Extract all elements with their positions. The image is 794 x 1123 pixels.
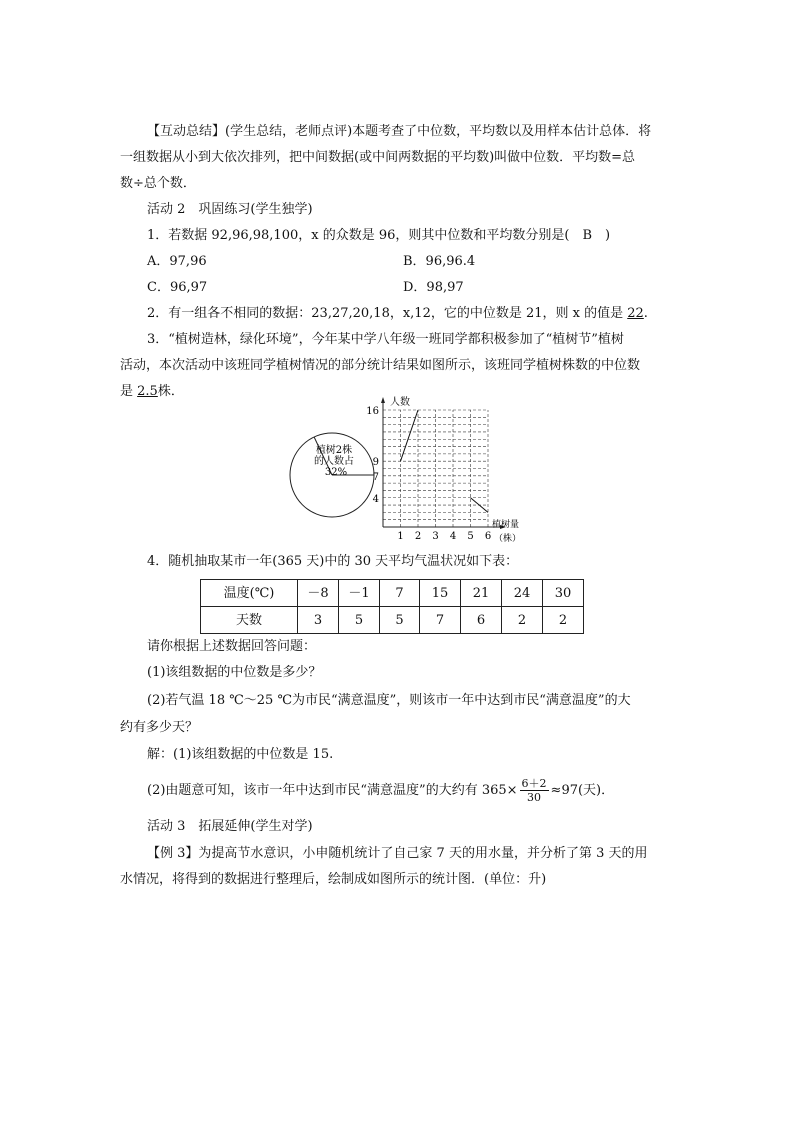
table-cell: 15 bbox=[420, 580, 461, 607]
table-cell: 温度(℃) bbox=[201, 580, 298, 607]
question-3-line-1: 3．“植树造林，绿化环境”，今年某中学八年级一班同学都积极参加了“植树节”植树 bbox=[147, 332, 624, 347]
table-row bbox=[201, 580, 584, 607]
question-3-line-3: 是 2.5株． bbox=[120, 384, 184, 399]
x-axis-label: 植树量 bbox=[492, 520, 520, 530]
question-1-option-b: B．96,96.4 bbox=[403, 254, 476, 269]
table-cell: 6 bbox=[461, 607, 502, 634]
example-3-tag: 【例 3】 bbox=[147, 846, 199, 861]
table-row bbox=[201, 607, 584, 634]
tree-planting-figure bbox=[286, 393, 522, 548]
question-4-sub-2-line-2: 约有多少天？ bbox=[120, 720, 199, 735]
series-segment bbox=[401, 410, 419, 461]
table-cell: 3 bbox=[298, 607, 339, 634]
y-axis-arrow bbox=[381, 397, 385, 403]
x-tick-label: 6 bbox=[484, 531, 492, 542]
pie-label-line-2: 的人数占 bbox=[314, 456, 354, 467]
table-cell: 2 bbox=[543, 607, 584, 634]
x-axis-unit: （株） bbox=[494, 534, 522, 544]
summary-line-2: 一组数据从小到大依次排列，把中间数据(或中间两数据的平均数)叫做中位数．平均数=总 bbox=[120, 150, 636, 165]
table-cell: 7 bbox=[420, 607, 461, 634]
x-tick-label: 1 bbox=[397, 531, 404, 542]
fraction: $\frac{6+2}{30}$ bbox=[521, 777, 547, 804]
temperature-table bbox=[200, 579, 584, 634]
question-2-answer: 22 bbox=[627, 306, 644, 321]
pie-label-percent: 32% bbox=[324, 467, 348, 478]
question-1-option-d: D．98,97 bbox=[403, 280, 464, 295]
question-4-sub-1: (1)该组数据的中位数是多少？ bbox=[147, 665, 322, 680]
table-cell: 5 bbox=[380, 607, 420, 634]
y-tick-label: 4 bbox=[372, 493, 379, 505]
question-4-stem: 4．随机抽取某市一年(365 天)中的 30 天平均气温状况如下表： bbox=[147, 554, 519, 569]
question-4-prompt: 请你根据上述数据回答问题： bbox=[147, 639, 317, 654]
chart-grid bbox=[383, 410, 488, 527]
activity-3-title: 活动 3 拓展延伸(学生对学) bbox=[147, 819, 313, 834]
question-3-answer: 2.5 bbox=[137, 384, 158, 399]
question-3-line-2: 活动，本次活动中该班同学植树情况的部分统计结果如图所示，该班同学植树株数的中位数 bbox=[120, 358, 641, 373]
table-cell: －8 bbox=[298, 580, 339, 607]
y-tick-label: 9 bbox=[372, 457, 379, 469]
summary-line-3: 数÷总个数． bbox=[120, 176, 196, 191]
table-cell: 天数 bbox=[201, 607, 298, 634]
question-2-stem: 2．有一组各不相同的数据：23,27,20,18，x,12，它的中位数是 21，则 x 的值是 bbox=[147, 306, 628, 321]
question-1-stem: 1．若数据 92,96,98,100，x 的众数是 96，则其中位数和平均数分别是( B ) bbox=[147, 228, 611, 243]
solution-2: (2)由题意可知，该市一年中达到市民“满意温度”的大约有 365× $\frac{6+2}{30}$ ≈97(天)． bbox=[147, 777, 615, 804]
chart-axes bbox=[381, 395, 521, 544]
table-cell: 2 bbox=[502, 607, 543, 634]
y-axis-label: 人数 bbox=[390, 397, 410, 408]
activity-2-title: 活动 2 巩固练习(学生独学) bbox=[147, 202, 313, 217]
table-cell: 7 bbox=[380, 580, 420, 607]
summary-text: (学生总结，老师点评)本题考查了中位数，平均数以及用样本估计总体．将 bbox=[225, 124, 652, 139]
table-cell: 5 bbox=[339, 607, 380, 634]
x-tick-label: 2 bbox=[414, 531, 422, 542]
table-cell: 21 bbox=[461, 580, 502, 607]
example-3-line-2: 水情况，将得到的数据进行整理后，绘制成如图所示的统计图．(单位：升) bbox=[120, 872, 547, 887]
solution-1: 解：(1)该组数据的中位数是 15. bbox=[147, 747, 334, 762]
question-1-option-c: C．96,97 bbox=[147, 280, 208, 295]
example-3-line-1: 【例 3】为提高节水意识，小申随机统计了自己家 7 天的用水量，并分析了第 3 天的用 bbox=[147, 846, 648, 861]
chart-ticks bbox=[366, 406, 491, 542]
x-tick-label: 4 bbox=[449, 531, 457, 542]
summary-tag: 【互动总结】 bbox=[147, 124, 226, 139]
question-2 bbox=[147, 307, 648, 320]
table-cell: 24 bbox=[502, 580, 543, 607]
table-cell: －1 bbox=[339, 580, 380, 607]
tree-planting-chart bbox=[286, 393, 522, 545]
summary-line-1 bbox=[147, 125, 651, 138]
pie-label-line-1: 植树2株 bbox=[315, 445, 353, 456]
question-1-option-a: A．97,96 bbox=[147, 254, 207, 269]
y-tick-label: 16 bbox=[366, 406, 379, 417]
y-tick-label: 7 bbox=[372, 471, 379, 483]
question-4-sub-2-line-1: (2)若气温 18 ℃～25 ℃为市民“满意温度”，则该市一年中达到市民“满意温度”的大 bbox=[147, 693, 631, 708]
x-tick-label: 3 bbox=[432, 531, 439, 542]
question-2-end: . bbox=[643, 306, 648, 321]
table-cell: 30 bbox=[543, 580, 584, 607]
x-tick-label: 5 bbox=[467, 531, 474, 542]
